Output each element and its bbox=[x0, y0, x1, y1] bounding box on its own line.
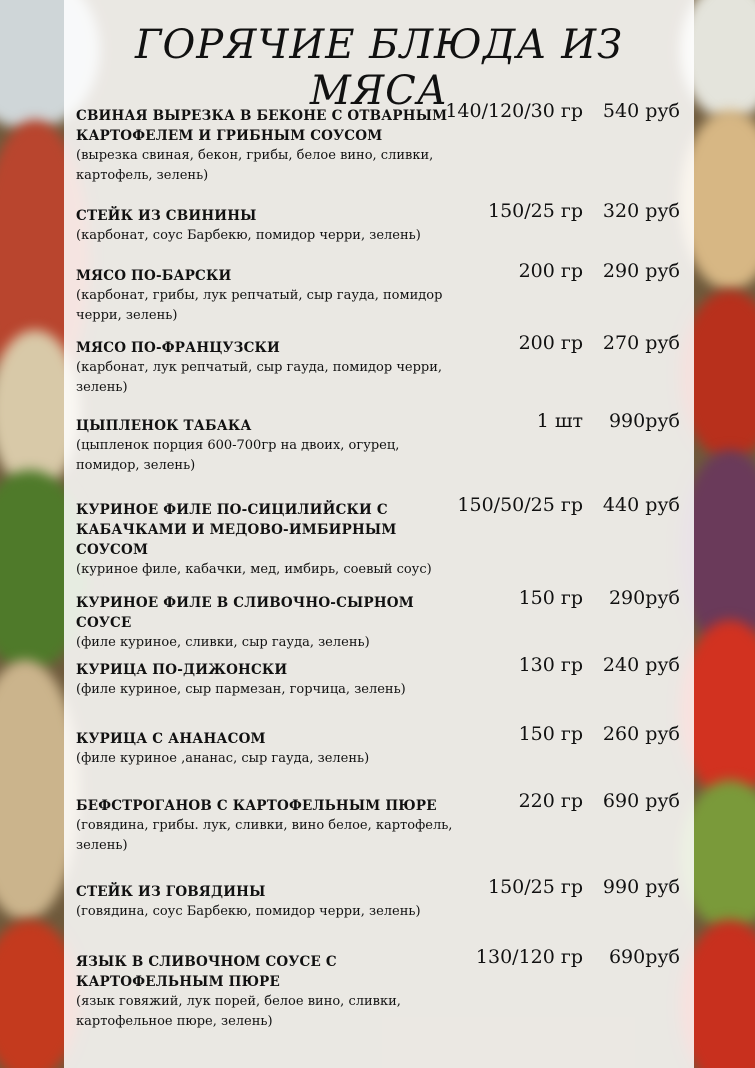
item-portion: 130 гр bbox=[518, 654, 583, 676]
menu-item bbox=[76, 200, 686, 246]
menu-item bbox=[76, 876, 686, 922]
item-description: (карбонат, лук репчатый, сыр гауда, помидор черри, зелень) bbox=[76, 360, 443, 395]
item-description: (филе куриное, сыр пармезан, горчица, зелень) bbox=[76, 682, 406, 697]
item-name: КУРИНОЕ ФИЛЕ ПО-СИЦИЛИЙСКИ С КАБАЧКАМИ И МЕДОВО-ИМБИРНЫМ СОУСОМ bbox=[76, 502, 397, 558]
item-description: (цыпленок порция 600-700гр на двоих, огурец, помидор, зелень) bbox=[76, 438, 400, 473]
menu-item bbox=[76, 654, 686, 700]
item-price: 690 руб bbox=[602, 790, 680, 812]
menu-item bbox=[76, 723, 686, 769]
item-name: КУРИЦА ПО-ДИЖОНСКИ bbox=[76, 662, 288, 678]
item-description: (филе куриное ,ананас, сыр гауда, зелень) bbox=[76, 751, 370, 766]
item-description: (филе куриное, сливки, сыр гауда, зелень) bbox=[76, 635, 370, 650]
page-title: ГОРЯЧИЕ БЛЮДА ИЗ МЯСА bbox=[134, 22, 624, 114]
item-price: 270 руб bbox=[602, 332, 680, 354]
item-price: 240 руб bbox=[602, 654, 680, 676]
item-price: 290 руб bbox=[602, 260, 680, 282]
item-description: (язык говяжий, лук порей, белое вино, сливки, картофельное пюре, зелень) bbox=[76, 994, 401, 1029]
item-name: ЯЗЫК В СЛИВОЧНОМ СОУСЕ С КАРТОФЕЛЬНЫМ ПЮРЕ bbox=[76, 954, 337, 990]
item-description: (куриное филе, кабачки, мед, имбирь, соевый соус) bbox=[76, 562, 432, 577]
item-name: ЦЫПЛЕНОК ТАБАКА bbox=[76, 418, 252, 434]
item-portion: 130/120 гр bbox=[475, 946, 583, 968]
item-portion: 150/50/25 гр bbox=[457, 494, 583, 516]
menu-item bbox=[76, 332, 686, 398]
item-portion: 1 шт bbox=[536, 410, 583, 432]
item-name: СВИНАЯ ВЫРЕЗКА В БЕКОНЕ С ОТВАРНЫМ КАРТОФЕЛЕМ И ГРИБНЫМ СОУСОМ bbox=[76, 108, 448, 144]
item-price: 320 руб bbox=[602, 200, 680, 222]
menu-item bbox=[76, 494, 686, 580]
item-price: 260 руб bbox=[602, 723, 680, 745]
item-portion: 200 гр bbox=[518, 332, 583, 354]
item-portion: 150 гр bbox=[518, 587, 583, 609]
item-portion: 200 гр bbox=[518, 260, 583, 282]
item-price: 990руб bbox=[608, 410, 680, 432]
item-name: БЕФСТРОГАНОВ С КАРТОФЕЛЬНЫМ ПЮРЕ bbox=[76, 798, 437, 814]
menu-item bbox=[76, 260, 686, 326]
item-portion: 150/25 гр bbox=[488, 876, 583, 898]
item-portion: 150/25 гр bbox=[488, 200, 583, 222]
item-price: 290руб bbox=[608, 587, 680, 609]
item-name: МЯСО ПО-ФРАНЦУЗСКИ bbox=[76, 340, 280, 356]
item-name: МЯСО ПО-БАРСКИ bbox=[76, 268, 232, 284]
item-price: 440 руб bbox=[602, 494, 680, 516]
item-description: (говядина, грибы. лук, сливки, вино белое, картофель, зелень) bbox=[76, 818, 453, 853]
item-price: 540 руб bbox=[602, 100, 680, 122]
item-portion: 150 гр bbox=[518, 723, 583, 745]
menu-item bbox=[76, 587, 686, 653]
menu-item bbox=[76, 790, 686, 856]
menu-item bbox=[76, 100, 686, 186]
menu-item bbox=[76, 946, 686, 1032]
item-description: (карбонат, соус Барбекю, помидор черри, зелень) bbox=[76, 228, 421, 243]
item-portion: 220 гр bbox=[518, 790, 583, 812]
item-portion: 140/120/30 гр bbox=[445, 100, 583, 122]
menu-item bbox=[76, 410, 686, 476]
item-price: 990 руб bbox=[602, 876, 680, 898]
item-description: (карбонат, грибы, лук репчатый, сыр гауда, помидор черри, зелень) bbox=[76, 288, 443, 323]
item-price: 690руб bbox=[608, 946, 680, 968]
item-description: (вырезка свиная, бекон, грибы, белое вино, сливки, картофель, зелень) bbox=[76, 148, 434, 183]
item-name: СТЕЙК ИЗ ГОВЯДИНЫ bbox=[76, 884, 266, 900]
item-name: СТЕЙК ИЗ СВИНИНЫ bbox=[76, 208, 257, 224]
item-name: КУРИЦА С АНАНАСОМ bbox=[76, 731, 266, 747]
item-description: (говядина, соус Барбекю, помидор черри, зелень) bbox=[76, 904, 421, 919]
item-name: КУРИНОЕ ФИЛЕ В СЛИВОЧНО-СЫРНОМ СОУСЕ bbox=[76, 595, 414, 631]
